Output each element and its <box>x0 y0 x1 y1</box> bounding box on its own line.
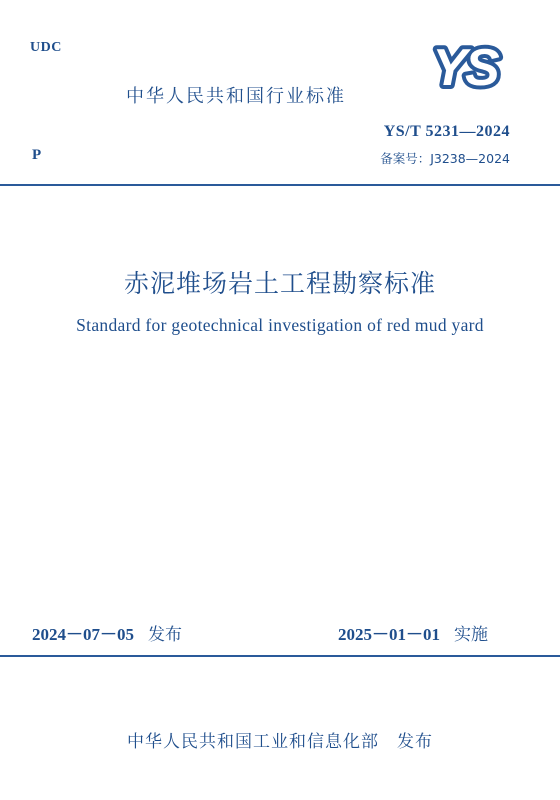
record-number: 备案号：J3238—2024 <box>380 151 510 166</box>
bottom-divider <box>0 655 560 657</box>
udc-label: UDC <box>30 40 62 55</box>
title-english: Standard for geotechnical investigation of red mud yard <box>76 315 484 335</box>
issue-label: 发布 <box>148 625 182 645</box>
standard-number: YS/T 5231—2024 <box>383 123 510 140</box>
title-chinese: 赤泥堆场岩土工程勘察标准 <box>123 269 436 298</box>
publish-label: 发布 <box>397 732 433 752</box>
issue-date: 2024－07－05 <box>32 625 134 644</box>
implement-label: 实施 <box>454 625 488 645</box>
implement-date: 2025－01－01 <box>338 625 440 644</box>
top-divider <box>0 184 560 186</box>
implement-date-block <box>338 620 488 645</box>
publisher-block <box>0 727 560 752</box>
ys-logo-text: YS <box>432 40 498 90</box>
classification-label: P <box>32 147 42 163</box>
industry-standard-label: 中华人民共和国行业标准 <box>126 86 346 107</box>
issue-date-block <box>32 620 182 645</box>
publisher-name: 中华人民共和国工业和信息化部 <box>127 732 379 752</box>
ys-logo <box>416 40 514 90</box>
